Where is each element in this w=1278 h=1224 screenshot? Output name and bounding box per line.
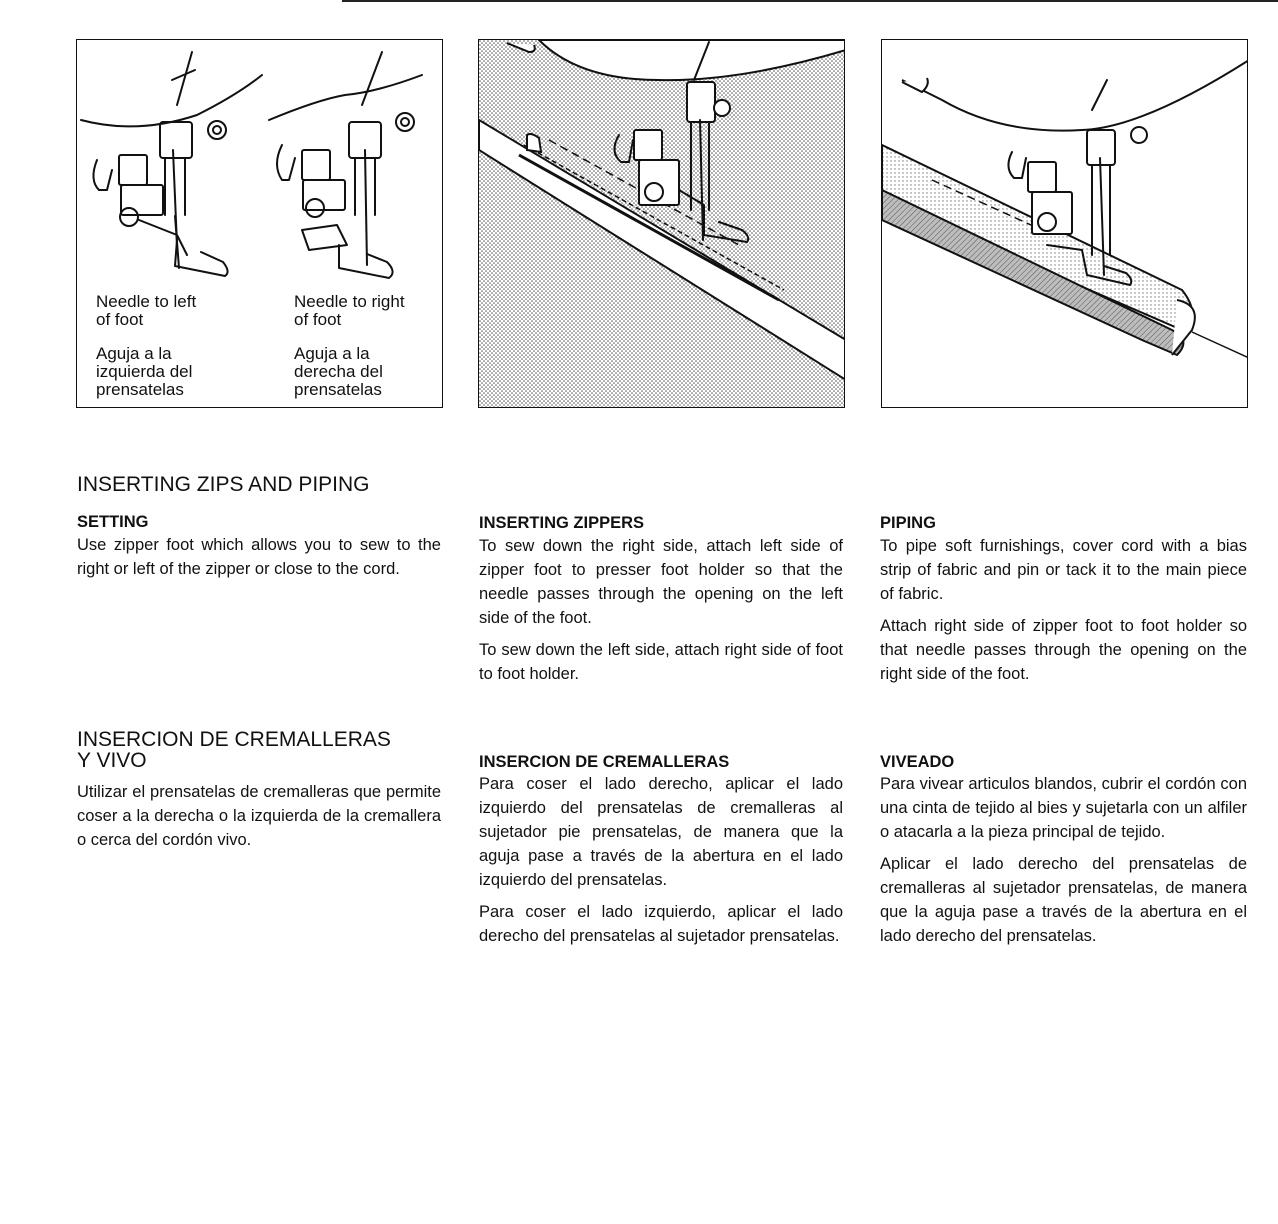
piping-paragraph-1-en: To pipe soft furnishings, cover cord with a bias strip of fabric and pin or tack it to the main piece of fabric. xyxy=(880,537,1247,603)
figure-piping xyxy=(881,39,1248,408)
viveado-text xyxy=(880,772,1247,956)
piping-paragraph-1-es: Para vivear articulos blandos, cubrir el cordón con una cinta de tejido al bies y sujetarla con un alfiler o atacarla a la pieza principal de tejido. xyxy=(880,775,1247,841)
caption-needle-left-es: Aguja a la izquierda del prensatelas xyxy=(96,344,193,399)
zippers-paragraph-2-en: To sew down the left side, attach right side of foot to foot holder. xyxy=(479,641,843,683)
insercion-cremalleras-heading: INSERCION DE CREMALLERAS xyxy=(479,753,730,771)
piping-paragraph-2-en: Attach right side of zipper foot to foot holder so that needle passes through the opening on the right side of the foot. xyxy=(880,617,1247,683)
caption-needle-right-es: Aguja a la derecha del prensatelas xyxy=(294,344,383,399)
caption-needle-right-en: Needle to right of foot xyxy=(294,292,405,329)
section-title-en: INSERTING ZIPS AND PIPING xyxy=(77,473,370,496)
setting-paragraph-en: Use zipper foot which allows you to sew to the right or left of the zipper or close to the cord. xyxy=(77,536,441,578)
viveado-heading: VIVEADO xyxy=(880,753,955,771)
caption-needle-left xyxy=(96,293,266,399)
figure-needle-position xyxy=(76,39,443,408)
piping-heading: PIPING xyxy=(880,514,936,532)
zippers-paragraph-2-es: Para coser el lado izquierdo, aplicar el lado derecho del prensatelas al sujetador prensatelas. xyxy=(479,903,843,945)
setting-paragraph-es: Utilizar el prensatelas de cremalleras que permite coser a la derecha o la izquierda de la cremallera o cerca del cordón vivo. xyxy=(77,783,441,849)
inserting-zippers-heading: INSERTING ZIPPERS xyxy=(479,514,645,532)
zippers-paragraph-1-en: To sew down the right side, attach left side of zipper foot to presser foot holder so that the needle passes through the opening on the left side of the foot. xyxy=(479,537,843,627)
insercion-cremalleras-text xyxy=(479,772,843,956)
caption-needle-left-en: Needle to left of foot xyxy=(96,292,197,329)
inserting-zippers-text xyxy=(479,534,843,694)
figure-inserting-zipper xyxy=(478,39,845,408)
top-rule xyxy=(342,0,1278,2)
setting-heading: SETTING xyxy=(77,513,149,531)
zipper-illustration xyxy=(479,40,845,408)
section-title-es: INSERCION DE CREMALLERAS Y VIVO xyxy=(77,728,391,772)
zippers-paragraph-1-es: Para coser el lado derecho, aplicar el lado izquierdo del prensatelas de cremalleras al sujetador pie prensatelas, de manera que la aguja pase a través de la abertura en el lado izquierdo del prensatelas. xyxy=(479,775,843,889)
caption-needle-right xyxy=(294,293,443,399)
piping-paragraph-2-es: Aplicar el lado derecho del prensatelas de cremalleras al sujetador prensatelas, de manera que la aguja pase a través de la abertura en el lado derecho del prensatelas. xyxy=(880,855,1247,945)
setting-text-es xyxy=(77,780,441,860)
piping-illustration xyxy=(882,40,1248,408)
piping-text xyxy=(880,534,1247,694)
setting-text-en xyxy=(77,533,441,589)
